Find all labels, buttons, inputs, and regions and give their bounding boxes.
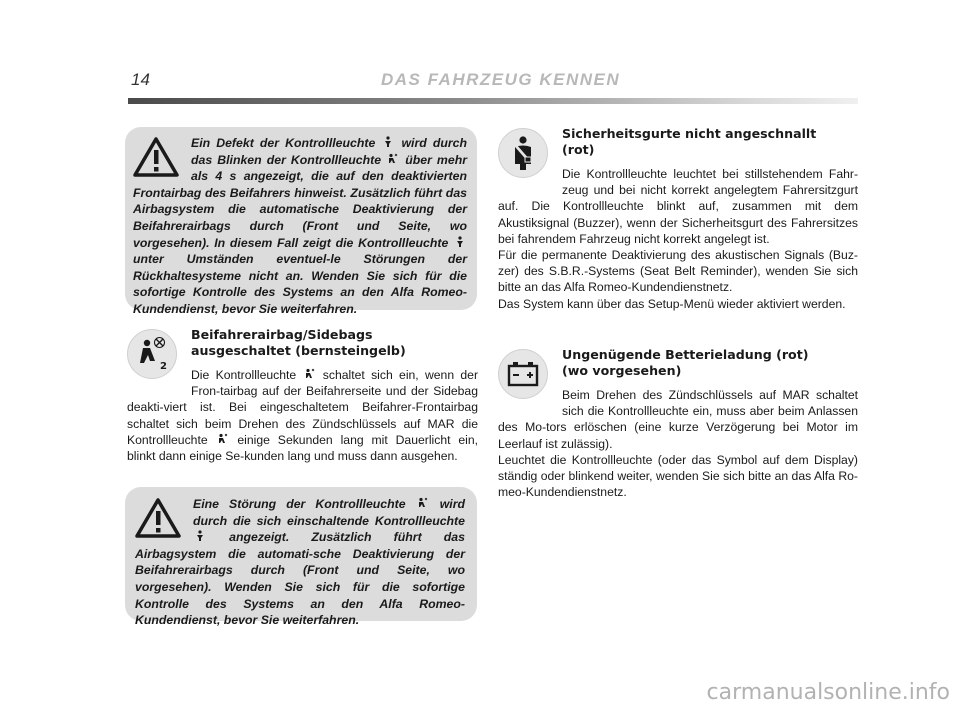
passenger-airbag-off-icon — [388, 153, 398, 165]
section-title-line: ausgeschaltet (bernsteingelb) — [191, 343, 406, 358]
watermark: carmanualsonline.info — [706, 680, 950, 705]
seatbelt-icon — [504, 134, 542, 172]
warning-text-part: Ein Defekt der Kontrollleuchte — [191, 136, 376, 150]
section-body: Für die permanente Deaktivierung des akustischen Signals (Buz-zer) des S.B.R.-Systems (Seat Belt Reminder), wenden Sie sich bitte an das Alfa Romeo-Kundendienstnetz. — [498, 248, 858, 295]
body-text-part: schaltet sich ein, wenn der Fron-tairbag auf der Beifahrerseite und der Sidebag deakti-viert ist. Bei eingeschaltetem Beifahrer-Frontairbag schaltet sich beim Drehen des Zündschlüssels auf MAR die Kontrollleuchte — [127, 368, 479, 447]
section-title-line: Beifahrerairbag/Sidebags — [191, 327, 373, 342]
icon-badge — [498, 349, 548, 399]
section-title — [498, 347, 858, 379]
section-title-line: (rot) — [562, 142, 595, 157]
passenger-airbag-off-icon — [218, 433, 228, 445]
warning-text-part: über mehr als 4 s angezeigt, die auf den deaktivierten Frontairbag des Beifahrers hinweist. Zusätzlich führt das Airbagsystem die automatische Deaktivierung der Beifahrerairbags durch (Front und Seite, wo vorgesehen). In diesem Fall zeigt die Kontrollleuchte — [133, 152, 467, 250]
section-body: Die Kontrollleuchte leuchtet bei stillstehendem Fahr-zeug und bei nicht korrekt angelegtem Fahrersitzgurt auf. Die Kontrollleuchte blinkt auf, zusammen mit dem Akustiksignal (Buzzer), wenn der Sicherheitsgurt des Fahrersitzes bei fahrendem Fahrzeug nicht korrekt angelegt ist. — [498, 167, 858, 246]
chapter-title: DAS FAHRZEUG KENNEN — [381, 70, 621, 89]
section-title — [127, 327, 478, 359]
svg-text:2: 2 — [160, 361, 167, 372]
warning-text-part: unter Umständen eventuel-le Störungen der Rückhaltesysteme nicht an. Wenden Sie sich für die sofortige Kontrolle des Systems an den Alfa Romeo-Kundendienst, bevor Sie weiterfahren. — [133, 252, 467, 316]
warning-text-part: Eine Störung der Kontrollleuchte — [193, 497, 406, 511]
body-text-part: Die Kontrollleuchte — [191, 368, 297, 382]
section-title-line: Ungenügende Betterieladung (rot) — [562, 347, 809, 362]
section-passenger-airbag — [127, 327, 478, 464]
section-title — [498, 126, 858, 158]
warning-text-part: angezeigt. Zusätzlich führt das Airbagsystem die automati-sche Deaktivierung der Beifahrerairbags durch (Front und Seite, wo vorgesehen). Wenden Sie sich für die sofortige Kontrolle des Systems an den Alfa Romeo-Kundendienst, bevor Sie weiterfahren. — [135, 530, 465, 628]
section-body: Beim Drehen des Zündschlüssels auf MAR schaltet sich die Kontrollleuchte ein, muss aber beim Anlassen des Mo-tors erlöschen (eine kurze Verzögerung bei Motor im Leerlauf ist zulässig). — [498, 388, 858, 451]
page-number: 14 — [131, 70, 150, 89]
section-title-line: (wo vorgesehen) — [562, 363, 682, 378]
passenger-airbag-off-icon — [133, 335, 171, 373]
body-text-part: einige Sekunden lang mit Dauerlicht ein, blinkt dann einige Se-kunden lang und muss dann ausgehen. — [127, 432, 479, 464]
warning-box-airbag-defect — [125, 127, 477, 316]
warning-text-part: wird durch das Blinken der Kontrollleuchte — [191, 136, 468, 167]
warning-text-part: wird durch die sich einschaltende Kontrollleuchte — [193, 497, 465, 528]
battery-icon — [504, 355, 542, 393]
warning-text — [133, 135, 467, 318]
section-title-line: Sicherheitsgurte nicht angeschnallt — [562, 126, 817, 141]
section-body: Leuchtet die Kontrollleuchte (oder das Symbol auf dem Display) ständig oder blinkend weiter, wenden Sie sich bitte an das Alfa Ro-meo-Kundendienstnetz. — [498, 452, 858, 500]
icon-badge — [127, 329, 177, 379]
section-seatbelt — [498, 126, 858, 312]
section-body: Das System kann über das Setup-Menü wieder aktiviert werden. — [498, 296, 846, 311]
passenger-airbag-off-icon — [418, 497, 428, 509]
airbag-warning-icon — [383, 136, 393, 148]
airbag-warning-icon — [195, 530, 205, 542]
icon-badge — [498, 128, 548, 178]
section-body — [127, 367, 478, 464]
passenger-airbag-off-icon — [305, 368, 315, 380]
warning-triangle-icon — [135, 498, 181, 538]
warning-triangle-icon — [133, 137, 179, 177]
airbag-warning-icon — [455, 236, 465, 248]
warning-text — [135, 496, 465, 629]
section-battery — [498, 347, 858, 500]
header-rule — [128, 98, 858, 104]
warning-box-airbag-fault — [125, 487, 477, 628]
